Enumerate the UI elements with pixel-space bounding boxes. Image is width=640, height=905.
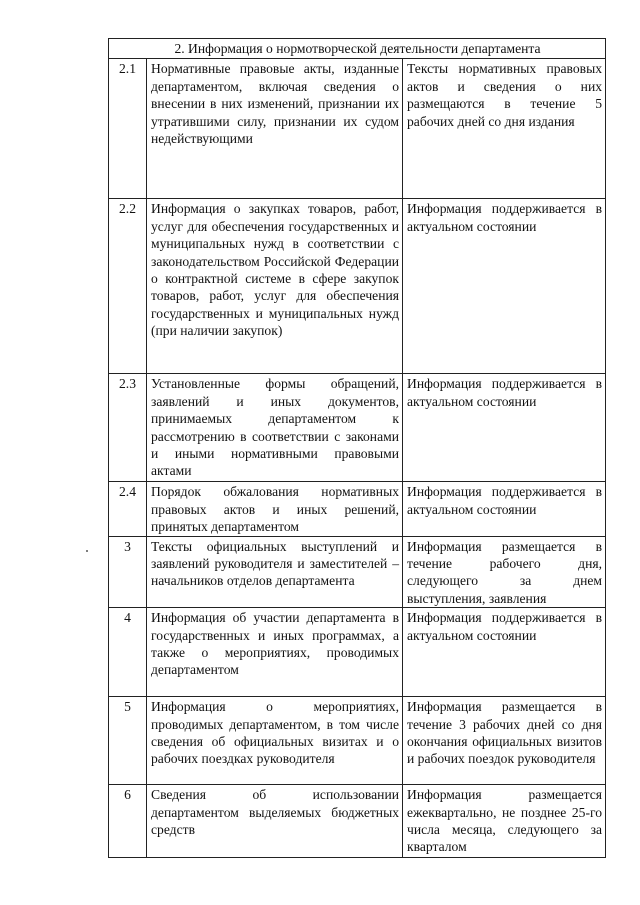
table-row: [109, 536, 606, 608]
row-description: Информация о мероприятиях, проводимых департаментом, в том числе сведения об официальных визитах и о рабочих поездках руководителя: [147, 697, 403, 785]
row-description: Информация о закупках товаров, работ, услуг для обеспечения государственных и муниципальных нужд в соответствии с законодательством Российской Федерации о контрактной системе в сфере закупок товаров, работ, услуг для обеспечения государственных и муниципальных нужд (при наличии закупок): [147, 199, 403, 374]
row-description: Сведения об использовании департаментом выделяемых бюджетных средств: [147, 785, 403, 858]
table-row: [109, 59, 606, 199]
table-row: [109, 697, 606, 785]
row-description: Тексты официальных выступлений и заявлений руководителя и заместителей – начальников отделов департамента: [147, 536, 403, 608]
row-term: Информация размещается ежеквартально, не позднее 25-го числа месяца, следующего за кварталом: [403, 785, 606, 858]
row-number: 4: [109, 608, 147, 697]
row-number: 2.3: [109, 374, 147, 482]
table-row: [109, 374, 606, 482]
row-term: Информация поддерживается в актуальном состоянии: [403, 482, 606, 536]
row-description: Порядок обжалования нормативных правовых актов и иных решений, принятых департаментом: [147, 482, 403, 536]
table-row: [109, 608, 606, 697]
document-table: [108, 38, 606, 858]
table-row: [109, 785, 606, 858]
row-number: 2.2: [109, 199, 147, 374]
row-description: Нормативные правовые акты, изданные департаментом, включая сведения о внесении в них изменений, признании их утратившими силу, признании их судом недействующими: [147, 59, 403, 199]
table-row: [109, 199, 606, 374]
row-number: 3: [109, 536, 147, 608]
row-term: Информация поддерживается в актуальном состоянии: [403, 374, 606, 482]
row-description: Установленные формы обращений, заявлений и иных документов, принимаемых департаментом к рассмотрению в соответствии с законами и иными нормативными правовыми актами: [147, 374, 403, 482]
row-description: Информация об участии департамента в государственных и иных программах, а также о мероприятиях, проводимых департаментом: [147, 608, 403, 697]
table-row: [109, 482, 606, 536]
row-term: Информация размещается в течение 3 рабочих дней со дня окончания официальных визитов и рабочих поездок руководителя: [403, 697, 606, 785]
row-number: 5: [109, 697, 147, 785]
section-header-row: [109, 39, 606, 59]
scan-speck: [86, 550, 88, 552]
row-term: Тексты нормативных правовых актов и сведения о них размещаются в течение 5 рабочих дней со дня издания: [403, 59, 606, 199]
section-title: 2. Информация о нормотворческой деятельности департамента: [109, 39, 606, 59]
row-term: Информация поддерживается в актуальном состоянии: [403, 199, 606, 374]
row-term: Информация размещается в течение рабочего дня, следующего за днем выступления, заявления: [403, 536, 606, 608]
row-number: 2.4: [109, 482, 147, 536]
row-number: 6: [109, 785, 147, 858]
row-term: Информация поддерживается в актуальном состоянии: [403, 608, 606, 697]
row-number: 2.1: [109, 59, 147, 199]
